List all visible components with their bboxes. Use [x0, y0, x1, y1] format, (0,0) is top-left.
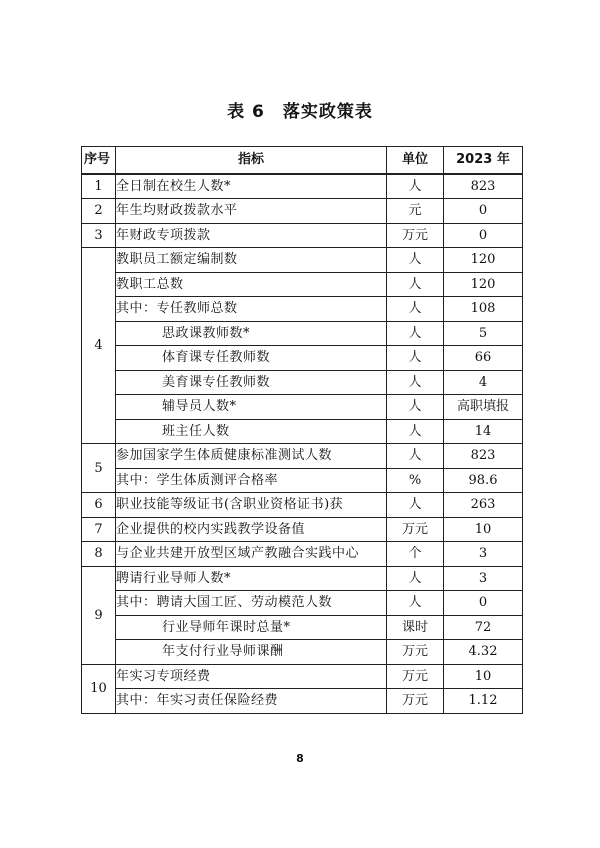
cell-seq: 8	[82, 542, 116, 567]
table-row	[82, 615, 523, 640]
cell-indicator: 全日制在校生人数*	[116, 174, 387, 199]
cell-seq: 5	[82, 444, 116, 493]
table-row	[82, 664, 523, 689]
table-row	[82, 566, 523, 591]
cell-value: 4	[444, 370, 523, 395]
cell-value: 823	[444, 174, 523, 199]
cell-unit: 人	[387, 321, 444, 346]
cell-indicator: 思政课教师数*	[116, 321, 387, 346]
cell-value: 263	[444, 493, 523, 518]
cell-indicator: 参加国家学生体质健康标准测试人数	[116, 444, 387, 469]
table-row	[82, 468, 523, 493]
cell-indicator: 职业技能等级证书(含职业资格证书)获	[116, 493, 387, 518]
header-unit: 单位	[387, 147, 444, 174]
cell-value: 高职填报	[444, 395, 523, 420]
table-row	[82, 395, 523, 420]
cell-unit: 人	[387, 566, 444, 591]
cell-unit: 万元	[387, 664, 444, 689]
cell-indicator: 其中：学生体质测评合格率	[116, 468, 387, 493]
cell-indicator: 年生均财政拨款水平	[116, 199, 387, 224]
cell-value: 10	[444, 517, 523, 542]
cell-indicator: 体育课专任教师数	[116, 346, 387, 371]
cell-value: 72	[444, 615, 523, 640]
table-row	[82, 272, 523, 297]
cell-indicator: 美育课专任教师数	[116, 370, 387, 395]
table-row	[82, 199, 523, 224]
cell-unit: 万元	[387, 223, 444, 248]
table-row	[82, 419, 523, 444]
cell-value: 120	[444, 248, 523, 273]
table-row	[82, 174, 523, 199]
cell-unit: 万元	[387, 640, 444, 665]
cell-unit: 人	[387, 419, 444, 444]
cell-unit: 人	[387, 346, 444, 371]
header-seq: 序号	[82, 147, 116, 174]
policy-table	[81, 146, 523, 714]
cell-value: 0	[444, 199, 523, 224]
cell-indicator: 其中：年实习责任保险经费	[116, 689, 387, 714]
cell-indicator: 班主任人数	[116, 419, 387, 444]
cell-indicator: 其中：专任教师总数	[116, 297, 387, 322]
cell-indicator: 年实习专项经费	[116, 664, 387, 689]
table-header	[82, 147, 523, 174]
cell-seq: 10	[82, 664, 116, 713]
cell-unit: 人	[387, 272, 444, 297]
cell-seq: 7	[82, 517, 116, 542]
table-body	[82, 174, 523, 714]
table-row	[82, 517, 523, 542]
cell-seq: 3	[82, 223, 116, 248]
cell-unit: %	[387, 468, 444, 493]
table-row	[82, 297, 523, 322]
cell-value: 108	[444, 297, 523, 322]
cell-indicator: 行业导师年课时总量*	[116, 615, 387, 640]
cell-indicator: 与企业共建开放型区域产教融合实践中心	[116, 542, 387, 567]
cell-value: 66	[444, 346, 523, 371]
cell-value: 10	[444, 664, 523, 689]
cell-indicator: 年支付行业导师课酬	[116, 640, 387, 665]
cell-unit: 万元	[387, 689, 444, 714]
cell-unit: 人	[387, 248, 444, 273]
cell-seq: 4	[82, 248, 116, 444]
cell-value: 1.12	[444, 689, 523, 714]
cell-seq: 1	[82, 174, 116, 199]
cell-unit: 人	[387, 297, 444, 322]
cell-indicator: 辅导员人数*	[116, 395, 387, 420]
header-row	[82, 147, 523, 174]
table-row	[82, 689, 523, 714]
header-year: 2023 年	[444, 147, 523, 174]
cell-unit: 人	[387, 444, 444, 469]
table-row	[82, 346, 523, 371]
cell-value: 823	[444, 444, 523, 469]
cell-value: 3	[444, 566, 523, 591]
cell-indicator: 聘请行业导师人数*	[116, 566, 387, 591]
table-row	[82, 321, 523, 346]
cell-unit: 人	[387, 591, 444, 616]
cell-unit: 人	[387, 395, 444, 420]
table-row	[82, 542, 523, 567]
cell-unit: 万元	[387, 517, 444, 542]
cell-unit: 个	[387, 542, 444, 567]
cell-value: 120	[444, 272, 523, 297]
table-row	[82, 493, 523, 518]
cell-value: 5	[444, 321, 523, 346]
table-row	[82, 640, 523, 665]
cell-indicator: 其中：聘请大国工匠、劳动模范人数	[116, 591, 387, 616]
table-title: 表 6 落实政策表	[227, 102, 373, 122]
cell-indicator: 年财政专项拨款	[116, 223, 387, 248]
cell-indicator: 教职工总数	[116, 272, 387, 297]
cell-indicator: 企业提供的校内实践教学设备值	[116, 517, 387, 542]
cell-value: 98.6	[444, 468, 523, 493]
cell-unit: 人	[387, 493, 444, 518]
table-row	[82, 370, 523, 395]
cell-indicator: 教职员工额定编制数	[116, 248, 387, 273]
cell-unit: 元	[387, 199, 444, 224]
cell-unit: 人	[387, 370, 444, 395]
cell-value: 4.32	[444, 640, 523, 665]
page-number: 8	[296, 752, 304, 765]
cell-value: 14	[444, 419, 523, 444]
table-row	[82, 248, 523, 273]
cell-value: 0	[444, 223, 523, 248]
cell-value: 0	[444, 591, 523, 616]
cell-unit: 课时	[387, 615, 444, 640]
cell-seq: 6	[82, 493, 116, 518]
cell-seq: 2	[82, 199, 116, 224]
table-row	[82, 223, 523, 248]
cell-unit: 人	[387, 174, 444, 199]
cell-seq: 9	[82, 566, 116, 664]
table-row	[82, 591, 523, 616]
cell-value: 3	[444, 542, 523, 567]
header-indicator: 指标	[116, 147, 387, 174]
table-row	[82, 444, 523, 469]
